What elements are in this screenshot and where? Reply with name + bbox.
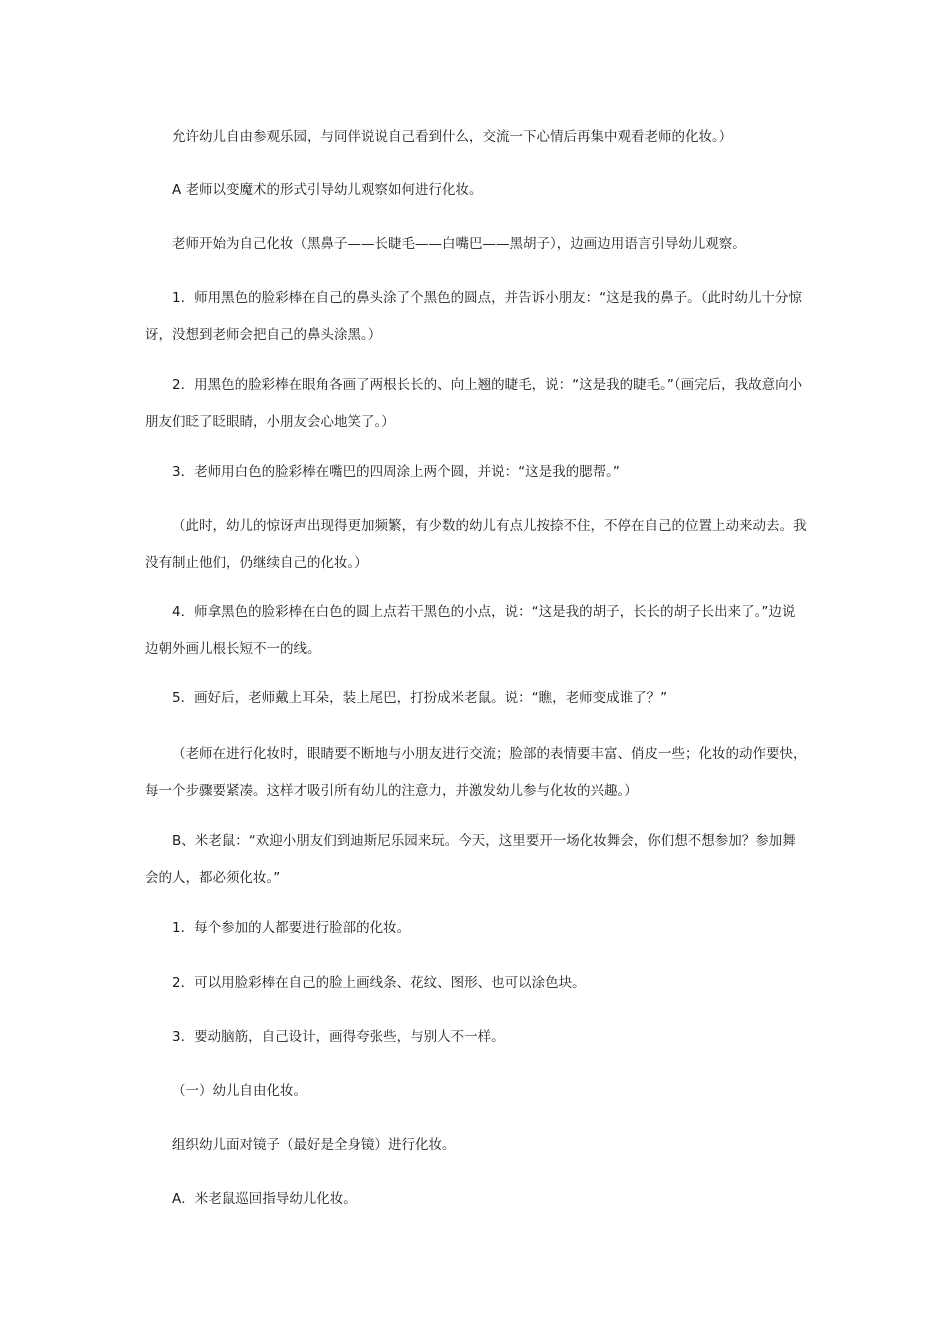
paragraph-section-1: （一）幼儿自由化妆。: [172, 1083, 307, 1099]
paragraph-teacher-note: （老师在进行化妆时，眼睛要不断地与小朋友进行交流；脸部的表情要丰富、俏皮一些；化妆的动作要快，每一个步骤要紧凑。这样才吸引所有幼儿的注意力，并激发幼儿参与化妆的兴趣。）: [145, 746, 807, 799]
paragraph-step-a: A 老师以变魔术的形式引导幼儿观察如何进行化妆。: [172, 182, 483, 198]
paragraph-makeup-start: 老师开始为自己化妆（黑鼻子——长睫毛——白嘴巴——黑胡子），边画边用语言引导幼儿观察。: [172, 236, 746, 252]
paragraph-rule-3: 3．要动脑筋，自己设计，画得夸张些，与别人不一样。: [172, 1029, 505, 1045]
paragraph-cheeks: 3．老师用白色的脸彩棒在嘴巴的四周涂上两个圆，并说：“这是我的腮帮。”: [172, 464, 620, 480]
paragraph-eyelashes: 2．用黑色的脸彩棒在眼角各画了两根长长的、向上翘的睫毛，说：“这是我的睫毛。”（画完后，我故意向小朋友们眨了眨眼睛，小朋友会心地笑了。）: [145, 377, 803, 430]
paragraph-rule-1: 1．每个参加的人都要进行脸部的化妆。: [172, 920, 411, 936]
paragraph-step-b: B、米老鼠：“欢迎小朋友们到迪斯尼乐园来玩。今天，这里要开一场化妆舞会，你们想不想参加？参加舞会的人，都必须化妆。”: [145, 833, 796, 886]
paragraph-rule-2: 2．可以用脸彩棒在自己的脸上画线条、花纹、图形、也可以涂色块。: [172, 975, 586, 991]
paragraph-nose: 1．师用黑色的脸彩棒在自己的鼻头涂了个黑色的圆点，并告诉小朋友：“这是我的鼻子。（此时幼儿十分惊讶，没想到老师会把自己的鼻头涂黑。）: [145, 290, 802, 343]
paragraph-mirror: 组织幼儿面对镜子（最好是全身镜）进行化妆。: [172, 1137, 456, 1153]
paragraph-children-reaction: （此时，幼儿的惊讶声出现得更加频繁，有少数的幼儿有点儿按捺不住，不停在自己的位置上动来动去。我没有制止他们，仍继续自己的化妆。）: [145, 518, 807, 571]
paragraph-whiskers: 4．师拿黑色的脸彩棒在白色的圆上点若干黑色的小点，说：“这是我的胡子，长长的胡子长出来了。”边说边朝外画儿根长短不一的线。: [145, 604, 796, 657]
paragraph-guidance: A．米老鼠巡回指导幼儿化妆。: [172, 1191, 357, 1207]
paragraph-intro: 允许幼儿自由参观乐园，与同伴说说自己看到什么，交流一下心情后再集中观看老师的化妆。）: [172, 129, 733, 145]
paragraph-mickey: 5．画好后，老师戴上耳朵，装上尾巴，打扮成米老鼠。说：“瞧，老师变成谁了？”: [172, 690, 668, 706]
